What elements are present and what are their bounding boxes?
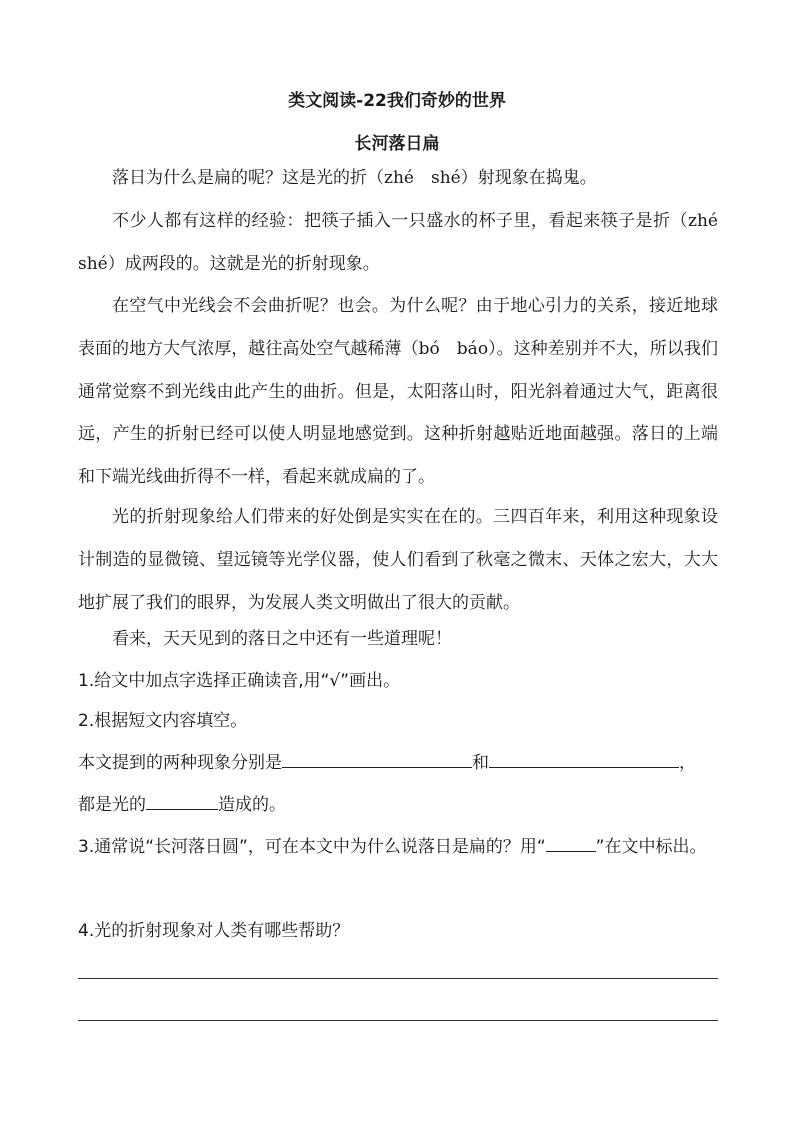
question-2-text-e: 造成的。 [218,795,286,815]
answer-line-1[interactable] [78,978,718,979]
question-2-fill-line-2 [78,784,718,826]
paragraph-1: 落日为什么是扁的呢？这是光的折（zhé shé）射现象在捣鬼。 [112,168,597,188]
question-2-fill-line-1 [78,742,718,784]
question-4: 4.光的折射现象对人类有哪些帮助？ [78,921,350,941]
question-2-text-a: 本文提到的两种现象分别是 [78,753,282,773]
paragraph-3: 在空气中光线会不会曲折呢？也会。为什么呢？由于地心引力的关系，接近地球表面的地方大气浓厚，越往高处空气越稀薄（bó báo）。这种差别并不大，所以我们通常觉察不到光线由此产生的曲折。但是，太阳落山时，阳光斜着通过大气，距离很远，产生的折射已经可以使人明显地感觉到。这种折射越贴近地面越强。落日的上端和下端光线曲折得不一样，看起来就成扁的了。 [78,296,718,488]
answer-blank-1[interactable] [282,751,472,768]
question-2-text-b: 和 [472,753,489,773]
paragraph-4: 光的折射现象给人们带来的好处倒是实实在在的。三四百年来，利用这种现象设计制造的显微镜、望远镜等光学仪器，使人们看到了秋毫之微末、天体之宏大，大大地扩展了我们的眼界，为发展人类文明做出了很大的贡献。 [78,507,718,613]
article-title: 长河落日扁 [354,134,440,154]
answer-line-2[interactable] [78,1020,718,1021]
question-3-text-a: 3.通常说“长河落日圆”，可在本文中为什么说落日是扁的？用“ [78,837,546,857]
question-3 [78,826,718,868]
question-2-text-d: 都是光的 [78,795,146,815]
question-3-text-b: ”在文中标出。 [595,837,707,857]
question-2-text-c: ， [679,753,696,773]
paragraph-2: 不少人都有这样的经验：把筷子插入一只盛水的杯子里，看起来筷子是折（zhé shé）成两段的。这就是光的折射现象。 [78,211,735,274]
answer-blank-2[interactable] [489,751,679,768]
underline-mark-sample [546,835,596,852]
paragraph-5: 看来，天天见到的落日之中还有一些道理呢！ [112,629,452,649]
page-title: 类文阅读-22我们奇妙的世界 [288,91,506,111]
question-1: 1.给文中加点字选择正确读音,用“√”画出。 [78,671,401,691]
answer-blank-3[interactable] [146,793,218,810]
question-2: 2.根据短文内容填空。 [78,711,248,731]
